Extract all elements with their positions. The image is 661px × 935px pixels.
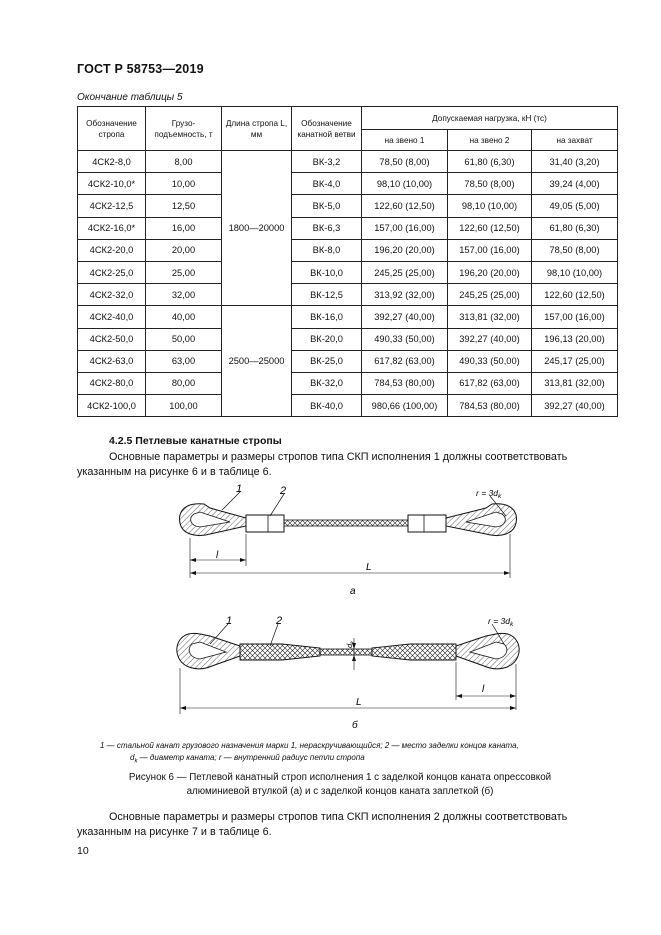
- cell-link1: 78,50 (8,00): [362, 151, 448, 173]
- cell-branch: ВК-10,0: [292, 261, 362, 283]
- figure-caption-line-2: алюминиевой втулкой (а) и с заделкой концов каната заплеткой (б): [186, 786, 494, 797]
- cell-link1: 122,60 (12,50): [362, 195, 448, 217]
- radius-label-a: $r = 3d_k$: [476, 488, 502, 500]
- table-caption: Окончание таблицы 5: [77, 92, 183, 103]
- cell-designation: 4СК2-63,0: [78, 350, 146, 372]
- sling-view-a: [180, 492, 517, 578]
- header-load-group: Допускаемая нагрузка, кН (тс): [362, 107, 618, 130]
- cell-grip: 39,24 (4,00): [532, 173, 618, 195]
- cell-link1: 98,10 (10,00): [362, 173, 448, 195]
- radius-label-b: $r = 3d_k$: [488, 616, 514, 628]
- label-1-b: 1: [226, 615, 233, 627]
- cell-link1: 617,82 (63,00): [362, 350, 448, 372]
- table-row: [78, 217, 618, 239]
- cell-link2: 392,27 (40,00): [448, 328, 532, 350]
- cell-grip: 196,13 (20,00): [532, 328, 618, 350]
- paragraph-2-text: Основные параметры и размеры стропов типа СКП исполнения 2 должны соответствовать указанным на рисунке 7 и в таблице 6.: [77, 811, 568, 838]
- cell-link2: 61,80 (6,30): [448, 151, 532, 173]
- cell-designation: 4СК2-10,0*: [78, 173, 146, 195]
- cell-link2: 313,81 (32,00): [448, 306, 532, 328]
- sling-view-b: [177, 624, 519, 714]
- paragraph-1-text: Основные параметры и размеры стропов типа СКП исполнения 1 должны соответствовать указанным на рисунке 6 и в таблице 6.: [77, 451, 568, 478]
- table-row: [78, 372, 618, 394]
- figure-legend: [100, 740, 580, 768]
- cell-designation: 4СК2-32,0: [78, 284, 146, 306]
- dk-label: $d_k$: [345, 641, 356, 648]
- cell-branch: ВК-4,0: [292, 173, 362, 195]
- view-b-label: б: [352, 720, 358, 731]
- figure-caption: [100, 771, 580, 799]
- cell-capacity: 63,00: [146, 350, 222, 372]
- cell-designation: 4СК2-16,0*: [78, 217, 146, 239]
- cell-branch: ВК-40,0: [292, 395, 362, 417]
- cell-link2: 157,00 (16,00): [448, 239, 532, 261]
- header-branch: Обозначение канатной ветви: [292, 107, 362, 151]
- table-row: [78, 151, 618, 173]
- cell-link2: 122,60 (12,50): [448, 217, 532, 239]
- load-table: [77, 106, 618, 417]
- cell-branch: ВК-20,0: [292, 328, 362, 350]
- cell-branch: ВК-3,2: [292, 151, 362, 173]
- figure-6-drawing: [170, 478, 530, 733]
- cell-designation: 4СК2-12,5: [78, 195, 146, 217]
- cell-designation: 4СК2-80,0: [78, 372, 146, 394]
- cell-link2: 98,10 (10,00): [448, 195, 532, 217]
- document-header: ГОСТ Р 58753—2019: [77, 62, 204, 76]
- cell-capacity: 25,00: [146, 261, 222, 283]
- cell-designation: 4СК2-50,0: [78, 328, 146, 350]
- cell-link1: 784,53 (80,00): [362, 372, 448, 394]
- cell-capacity: 10,00: [146, 173, 222, 195]
- table-row: [78, 173, 618, 195]
- label-2-a: 2: [280, 485, 287, 497]
- cell-capacity: 32,00: [146, 284, 222, 306]
- header-link2: на звено 2: [448, 130, 532, 151]
- cell-link1: 157,00 (16,00): [362, 217, 448, 239]
- cell-grip: 31,40 (3,20): [532, 151, 618, 173]
- cell-grip: 98,10 (10,00): [532, 261, 618, 283]
- legend-line-1: 1 — стальной канат грузового назначения марки 1, нераскручивающийся; 2 — место заделки концов каната,: [100, 741, 519, 750]
- figure-caption-line-1: Рисунок 6 — Петлевой канатный строп исполнения 1 с заделкой концов каната опрессовкой: [128, 772, 552, 783]
- cell-capacity: 40,00: [146, 306, 222, 328]
- table-row: [78, 395, 618, 417]
- cell-designation: 4СК2-100,0: [78, 395, 146, 417]
- section-title: 4.2.5 Петлевые канатные стропы: [109, 435, 282, 447]
- cell-grip: 78,50 (8,00): [532, 239, 618, 261]
- cell-branch: ВК-5,0: [292, 195, 362, 217]
- cell-designation: 4СК2-25,0: [78, 261, 146, 283]
- cell-branch: ВК-32,0: [292, 372, 362, 394]
- table-row: [78, 328, 618, 350]
- cell-link2: 617,82 (63,00): [448, 372, 532, 394]
- cell-capacity: 16,00: [146, 217, 222, 239]
- cell-branch: ВК-16,0: [292, 306, 362, 328]
- dim-L-b: L: [356, 697, 362, 708]
- cell-capacity: 50,00: [146, 328, 222, 350]
- view-a-label: а: [350, 586, 356, 597]
- table-row: [78, 350, 618, 372]
- cell-capacity: 8,00: [146, 151, 222, 173]
- cell-link2: 78,50 (8,00): [448, 173, 532, 195]
- cell-grip: 245,17 (25,00): [532, 350, 618, 372]
- paragraph-2: [77, 810, 617, 840]
- cell-capacity: 20,00: [146, 239, 222, 261]
- cell-link2: 196,20 (20,00): [448, 261, 532, 283]
- header-designation: Обозначение стропа: [78, 107, 146, 151]
- table-row: [78, 239, 618, 261]
- cell-link2: 245,25 (25,00): [448, 284, 532, 306]
- cell-capacity: 100,00: [146, 395, 222, 417]
- table-row: [78, 261, 618, 283]
- cell-length-range: 2500—25000: [222, 306, 292, 417]
- cell-grip: 313,81 (32,00): [532, 372, 618, 394]
- label-1-a: 1: [236, 483, 243, 495]
- cell-link1: 196,20 (20,00): [362, 239, 448, 261]
- paragraph-1: [77, 450, 617, 480]
- cell-link2: 490,33 (50,00): [448, 350, 532, 372]
- dim-l-a: l: [216, 550, 219, 561]
- legend-line-2: $d_k$ — диаметр каната; r — внутренний радиус петли стропа: [130, 752, 365, 765]
- dim-l-b: l: [482, 684, 485, 695]
- cell-branch: ВК-6,3: [292, 217, 362, 239]
- table-row: [78, 284, 618, 306]
- page-number: 10: [77, 845, 89, 857]
- cell-link1: 245,25 (25,00): [362, 261, 448, 283]
- cell-branch: ВК-25,0: [292, 350, 362, 372]
- cell-link1: 313,92 (32,00): [362, 284, 448, 306]
- cell-branch: ВК-12,5: [292, 284, 362, 306]
- cell-grip: 392,27 (40,00): [532, 395, 618, 417]
- label-2-b: 2: [276, 615, 283, 627]
- header-capacity: Грузо-подъемность, т: [146, 107, 222, 151]
- cell-link1: 392,27 (40,00): [362, 306, 448, 328]
- cell-grip: 122,60 (12,50): [532, 284, 618, 306]
- dim-L-a: L: [366, 562, 372, 573]
- cell-capacity: 12,50: [146, 195, 222, 217]
- cell-designation: 4СК2-8,0: [78, 151, 146, 173]
- cell-grip: 157,00 (16,00): [532, 306, 618, 328]
- cell-grip: 49,05 (5,00): [532, 195, 618, 217]
- cell-designation: 4СК2-20,0: [78, 239, 146, 261]
- header-grip: на захват: [532, 130, 618, 151]
- cell-grip: 61,80 (6,30): [532, 217, 618, 239]
- header-link1: на звено 1: [362, 130, 448, 151]
- cell-branch: ВК-8,0: [292, 239, 362, 261]
- cell-capacity: 80,00: [146, 372, 222, 394]
- table-row: [78, 306, 618, 328]
- cell-length-range: 1800—20000: [222, 151, 292, 306]
- cell-link1: 490,33 (50,00): [362, 328, 448, 350]
- table-row: [78, 195, 618, 217]
- header-length: Длина стропа L, мм: [222, 107, 292, 151]
- cell-designation: 4СК2-40,0: [78, 306, 146, 328]
- cell-link2: 784,53 (80,00): [448, 395, 532, 417]
- cell-link1: 980,66 (100,00): [362, 395, 448, 417]
